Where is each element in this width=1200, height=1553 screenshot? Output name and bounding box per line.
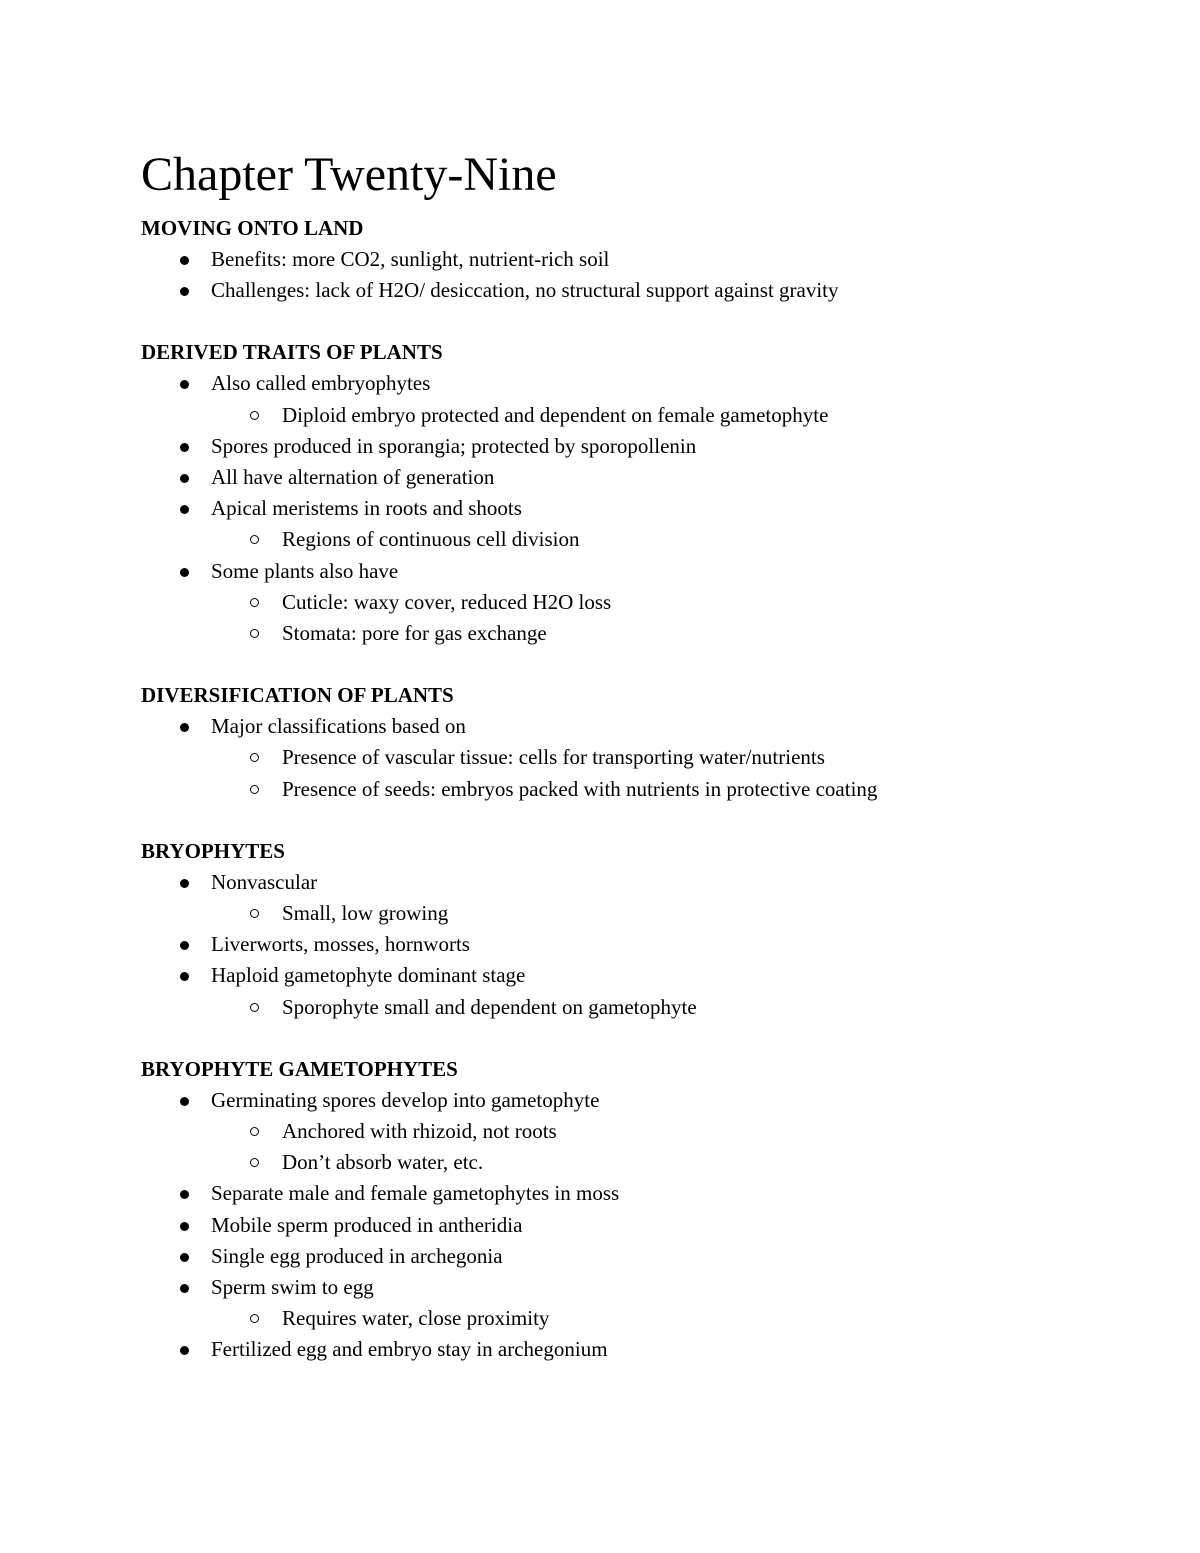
section-heading: DERIVED TRAITS OF PLANTS xyxy=(141,340,443,365)
hollow-bullet-icon xyxy=(250,598,259,607)
hollow-bullet-icon xyxy=(250,629,259,638)
list-item xyxy=(141,556,1101,650)
sub-bullet-list xyxy=(211,1116,1101,1178)
list-item xyxy=(141,431,1101,462)
sub-list-item-text: Sporophyte small and dependent on gametophyte xyxy=(282,994,697,1019)
filled-bullet-icon xyxy=(180,1284,189,1293)
filled-bullet-icon xyxy=(180,723,189,732)
list-item-text: Haploid gametophyte dominant stage xyxy=(211,963,526,988)
hollow-bullet-icon xyxy=(250,1158,259,1167)
sub-list-item xyxy=(211,1147,1101,1178)
sub-bullet-list xyxy=(211,400,1101,431)
list-item xyxy=(141,1272,1101,1334)
list-item-text: Separate male and female gametophytes in moss xyxy=(211,1181,620,1206)
document-page xyxy=(141,147,1101,1366)
list-item xyxy=(141,1241,1101,1272)
bullet-list xyxy=(141,1085,1101,1366)
filled-bullet-icon xyxy=(180,443,189,452)
sub-list-item xyxy=(211,1116,1101,1147)
filled-bullet-icon xyxy=(180,1097,189,1106)
sub-list-item xyxy=(211,992,1101,1023)
sub-list-item xyxy=(211,400,1101,431)
list-item xyxy=(141,1334,1101,1365)
list-item-text: Mobile sperm produced in antheridia xyxy=(211,1212,523,1237)
hollow-bullet-icon xyxy=(250,753,259,762)
list-item-text: Germinating spores develop into gametophyte xyxy=(211,1087,600,1112)
filled-bullet-icon xyxy=(180,505,189,514)
sub-list-item-text: Anchored with rhizoid, not roots xyxy=(282,1119,557,1144)
list-item-text: Apical meristems in roots and shoots xyxy=(211,496,522,521)
sub-bullet-list xyxy=(211,898,1101,929)
list-item-text: Fertilized egg and embryo stay in archegonium xyxy=(211,1337,608,1362)
list-item-text: Challenges: lack of H2O/ desiccation, no structural support against gravity xyxy=(211,278,839,303)
bullet-list xyxy=(141,867,1101,1023)
sub-bullet-list xyxy=(211,587,1101,649)
section xyxy=(141,213,1101,306)
filled-bullet-icon xyxy=(180,287,189,296)
sub-bullet-list xyxy=(211,524,1101,555)
sub-list-item-text: Presence of vascular tissue: cells for transporting water/nutrients xyxy=(282,745,825,770)
sub-list-item-text: Don’t absorb water, etc. xyxy=(282,1150,484,1175)
sub-list-item-text: Cuticle: waxy cover, reduced H2O loss xyxy=(282,589,612,614)
bullet-list xyxy=(141,711,1101,805)
list-item-text: Major classifications based on xyxy=(211,714,466,739)
bullet-list xyxy=(141,368,1101,649)
sub-list-item-text: Presence of seeds: embryos packed with nutrients in protective coating xyxy=(282,776,878,801)
sub-list-item-text: Requires water, close proximity xyxy=(282,1306,550,1331)
sub-list-item xyxy=(211,742,1101,773)
sub-bullet-list xyxy=(211,742,1101,804)
section xyxy=(141,337,1101,649)
section-heading: BRYOPHYTE GAMETOPHYTES xyxy=(141,1056,458,1081)
list-item xyxy=(141,929,1101,960)
section xyxy=(141,1054,1101,1366)
list-item xyxy=(141,244,1101,275)
page-title: Chapter Twenty-Nine xyxy=(141,148,557,201)
sub-list-item-text: Small, low growing xyxy=(282,901,449,926)
list-item-text: Benefits: more CO2, sunlight, nutrient-rich soil xyxy=(211,247,610,271)
list-item-text: Sperm swim to egg xyxy=(211,1275,374,1300)
hollow-bullet-icon xyxy=(250,1314,259,1323)
sub-list-item xyxy=(211,524,1101,555)
hollow-bullet-icon xyxy=(250,785,259,794)
sub-list-item xyxy=(211,618,1101,649)
list-item-text: All have alternation of generation xyxy=(211,465,495,490)
section xyxy=(141,836,1101,1023)
hollow-bullet-icon xyxy=(250,1003,259,1012)
filled-bullet-icon xyxy=(180,1253,189,1262)
list-item xyxy=(141,1178,1101,1209)
filled-bullet-icon xyxy=(180,474,189,483)
list-item xyxy=(141,1085,1101,1179)
list-item xyxy=(141,275,1101,306)
filled-bullet-icon xyxy=(180,1222,189,1231)
sub-list-item xyxy=(211,774,1101,805)
list-item xyxy=(141,711,1101,805)
list-item xyxy=(141,368,1101,430)
list-item-text: Single egg produced in archegonia xyxy=(211,1243,503,1268)
list-item xyxy=(141,462,1101,493)
list-item xyxy=(141,867,1101,929)
section-heading: BRYOPHYTES xyxy=(141,838,285,863)
list-item-text: Liverworts, mosses, hornworts xyxy=(211,932,470,957)
list-item-text: Spores produced in sporangia; protected by sporopollenin xyxy=(211,433,697,458)
hollow-bullet-icon xyxy=(250,909,259,918)
bullet-list xyxy=(141,244,1101,306)
filled-bullet-icon xyxy=(180,879,189,888)
filled-bullet-icon xyxy=(180,380,189,389)
filled-bullet-icon xyxy=(180,972,189,981)
filled-bullet-icon xyxy=(180,941,189,950)
sub-list-item xyxy=(211,1303,1101,1334)
section xyxy=(141,680,1101,805)
hollow-bullet-icon xyxy=(250,1127,259,1136)
filled-bullet-icon xyxy=(180,568,189,577)
filled-bullet-icon xyxy=(180,1346,189,1355)
section-heading: MOVING ONTO LAND xyxy=(141,216,364,240)
filled-bullet-icon xyxy=(180,256,189,265)
list-item-text: Some plants also have xyxy=(211,558,399,583)
sections-container xyxy=(141,213,1101,1366)
section-heading: DIVERSIFICATION OF PLANTS xyxy=(141,683,454,708)
sub-list-item-text: Regions of continuous cell division xyxy=(282,527,580,552)
list-item xyxy=(141,493,1101,555)
list-item-text: Nonvascular xyxy=(211,869,318,894)
sub-list-item-text: Diploid embryo protected and dependent on female gametophyte xyxy=(282,402,829,427)
list-item xyxy=(141,1210,1101,1241)
sub-bullet-list xyxy=(211,992,1101,1023)
list-item xyxy=(141,960,1101,1022)
hollow-bullet-icon xyxy=(250,535,259,544)
filled-bullet-icon xyxy=(180,1190,189,1199)
sub-list-item xyxy=(211,898,1101,929)
sub-list-item xyxy=(211,587,1101,618)
sub-list-item-text: Stomata: pore for gas exchange xyxy=(282,621,547,646)
list-item-text: Also called embryophytes xyxy=(211,371,431,396)
hollow-bullet-icon xyxy=(250,411,259,420)
sub-bullet-list xyxy=(211,1303,1101,1334)
